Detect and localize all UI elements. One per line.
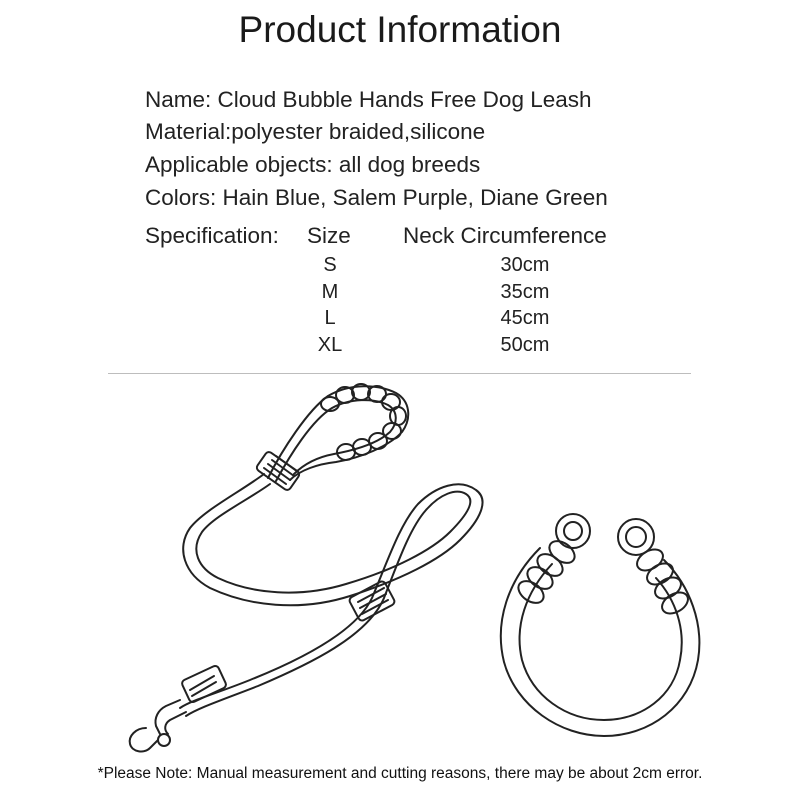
spec-neck: 45cm bbox=[500, 307, 550, 329]
spec-size: S bbox=[323, 254, 337, 276]
applicable-objects: Applicable objects: all dog breeds bbox=[145, 152, 481, 177]
section-divider bbox=[108, 373, 691, 374]
product-colors: Colors: Hain Blue, Salem Purple, Diane Green bbox=[145, 185, 608, 210]
leash-icon bbox=[130, 384, 483, 751]
spec-label: Specification: bbox=[145, 223, 279, 248]
spec-row bbox=[0, 305, 800, 331]
spec-row bbox=[0, 252, 800, 278]
product-material: Material:polyester braided,silicone bbox=[145, 119, 486, 144]
page-title: Product Information bbox=[238, 9, 562, 50]
product-name: Name: Cloud Bubble Hands Free Dog Leash bbox=[145, 87, 592, 112]
spec-neck: 50cm bbox=[500, 334, 550, 356]
spec-col-size: Size bbox=[307, 223, 351, 248]
spec-col-neck: Neck Circumference bbox=[403, 223, 607, 248]
spec-row bbox=[0, 279, 800, 305]
measurement-note: *Please Note: Manual measurement and cutting reasons, there may be about 2cm error. bbox=[97, 765, 703, 782]
spec-neck: 35cm bbox=[500, 281, 550, 303]
spec-size: L bbox=[324, 307, 336, 329]
spec-neck: 30cm bbox=[500, 254, 550, 276]
spec-row bbox=[0, 332, 800, 358]
product-illustration bbox=[0, 380, 800, 760]
collar-icon bbox=[501, 514, 700, 736]
spec-size: M bbox=[321, 281, 339, 303]
spec-size: XL bbox=[317, 334, 343, 356]
